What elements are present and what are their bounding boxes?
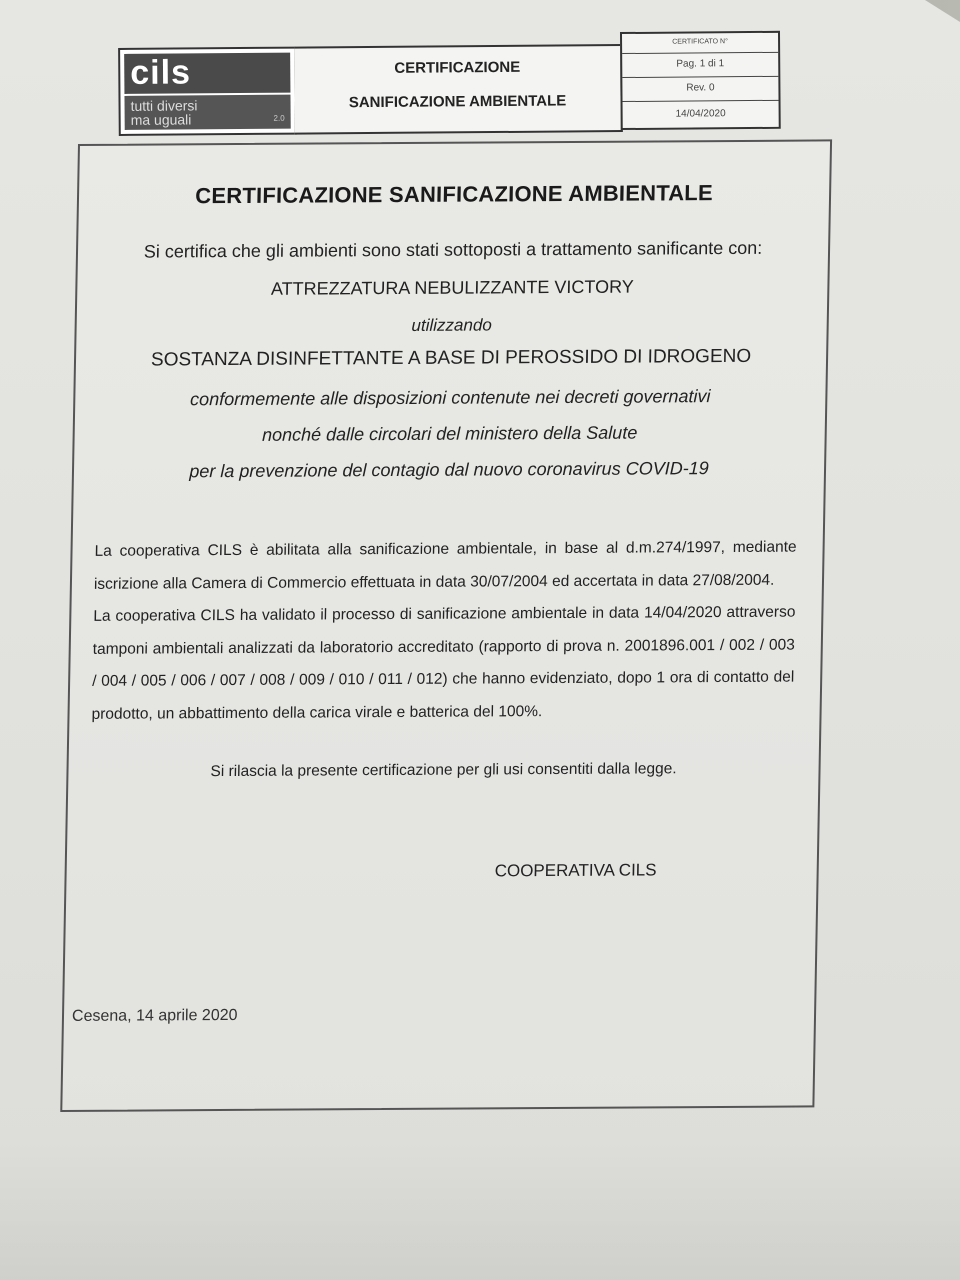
document-header [118, 31, 781, 134]
logo-tagline-line2: ma uguali [130, 111, 192, 128]
header-date: 14/04/2020 [675, 108, 726, 120]
logo-tagline-line1: tutti diversi [130, 97, 198, 114]
using-line: utilizzando [411, 315, 493, 335]
signature: COOPERATIVA CILS [494, 860, 657, 881]
paper-shadow [0, 1140, 960, 1280]
certificate-frame [60, 139, 832, 1112]
header-meta-table [620, 31, 781, 130]
paragraph-validation: La cooperativa CILS ha validato il processo di sanificazione ambientale in data 14/04/2020 attraverso tamponi ambientali analizzati da laboratorio accreditato (rapporto di prova n. 2001896.001 / 002 / 003 / 004 / 005 / 006 / 007 / 008 / 009 / 010 / 011 / 012) che hanno evidenziato, dopo 1 ora di contatto del prodotto, un abbattimento della carica virale e batterica del 100%. [91, 603, 796, 723]
logo-version: 2.0 [273, 113, 285, 123]
body-paragraphs [91, 532, 797, 731]
circulars-line: nonché dalle circolari del ministero della Salute [261, 422, 638, 445]
logo-tagline [124, 95, 290, 130]
intro-line: Si certifica che gli ambienti sono stati sottoposti a trattamento sanificante con: [143, 237, 763, 262]
certificate-content [62, 141, 830, 1110]
conformity-line: conformemente alle disposizioni contenute nei decreti governativi [189, 386, 711, 410]
prevention-line: per la prevenzione del contagio dal nuovo coronavirus COVID-19 [189, 458, 709, 482]
document-title: CERTIFICAZIONE SANIFICAZIONE AMBIENTALE [195, 180, 714, 209]
header-title [294, 44, 623, 135]
logo-brand: cils [124, 53, 290, 94]
certificate-number-label: CERTIFICATO N° [622, 33, 778, 54]
release-statement: Si rilascia la presente certificazione per gli usi consentiti dalla legge. [210, 760, 677, 781]
substance-line: SOSTANZA DISINFETTANTE A BASE DI PEROSSIDO DI IDROGENO [150, 345, 752, 371]
header-title-line1: CERTIFICAZIONE [394, 58, 521, 77]
equipment-line: ATTREZZATURA NEBULIZZANTE VICTORY [270, 276, 634, 299]
company-logo [118, 47, 297, 136]
page-count: Pag. 1 di 1 [622, 53, 778, 78]
revision-number: Rev. 0 [622, 77, 778, 102]
place-date: Cesena, 14 aprile 2020 [71, 1006, 238, 1025]
paragraph-accreditation: La cooperativa CILS è abilitata alla sanificazione ambientale, in base al d.m.274/1997, mediante iscrizione alla Camera di Commercio effettuata in data 30/07/2004 ed accertata in data 27/08/2004. [93, 538, 797, 593]
header-title-line2: SANIFICAZIONE AMBIENTALE [348, 92, 567, 112]
